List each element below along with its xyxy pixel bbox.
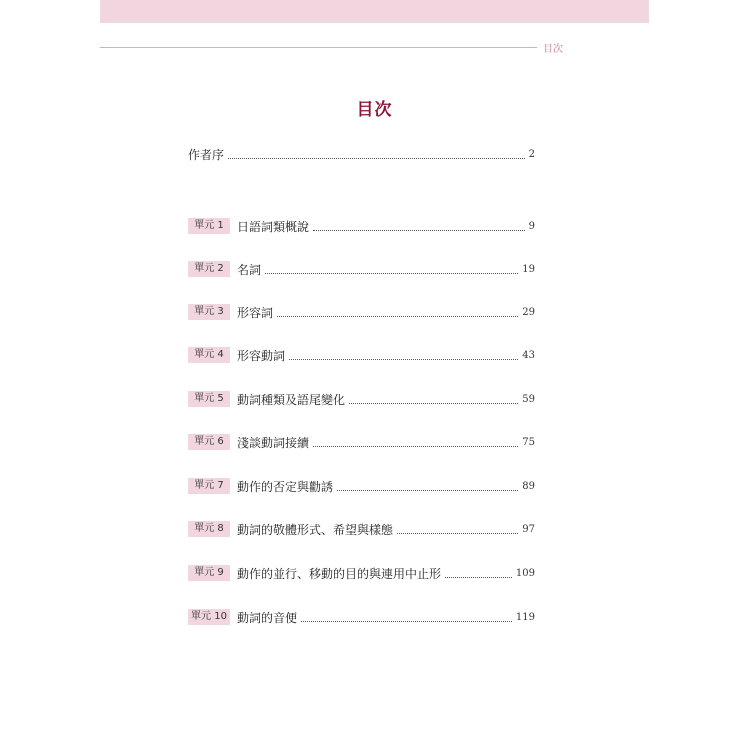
dot-leader [313, 446, 518, 447]
toc-page-number: 59 [522, 393, 535, 405]
running-header-label: 目次 [543, 44, 563, 55]
toc-page-number: 29 [522, 306, 535, 318]
toc-entry-title: 形容動詞 [237, 348, 286, 363]
toc-entry-unit-4[interactable] [188, 345, 535, 365]
toc-entry-title: 動詞的音便 [237, 610, 298, 625]
dot-leader [265, 273, 518, 274]
toc-entry-unit-2[interactable] [188, 259, 535, 279]
unit-badge: 單元 6 [188, 434, 230, 450]
toc-page-number: 19 [522, 263, 535, 275]
toc-page-number: 109 [515, 567, 535, 579]
unit-badge: 單元 2 [188, 261, 230, 277]
toc-entry-title: 動作的並行、移動的目的與連用中止形 [237, 566, 442, 581]
toc-entry-unit-9[interactable] [188, 563, 535, 583]
toc-entry-unit-8[interactable] [188, 519, 535, 539]
unit-badge: 單元 5 [188, 391, 230, 407]
dot-leader [277, 316, 518, 317]
toc-entry-title: 動詞的敬體形式、希望與樣態 [237, 522, 394, 537]
toc-entry-title: 動作的否定與勸誘 [237, 479, 334, 494]
unit-badge: 單元 7 [188, 478, 230, 494]
toc-entry-unit-10[interactable] [188, 607, 535, 627]
toc-page-number: 75 [522, 436, 535, 448]
dot-leader [289, 359, 518, 360]
unit-badge: 單元 4 [188, 347, 230, 363]
toc-page-number: 119 [515, 611, 535, 623]
unit-badge: 單元 9 [188, 565, 230, 581]
toc-entry-unit-7[interactable] [188, 476, 535, 496]
toc-entry-unit-5[interactable] [188, 389, 535, 409]
dot-leader [397, 533, 518, 534]
page-title: 目次 [356, 100, 393, 120]
unit-badge: 單元 3 [188, 304, 230, 320]
toc-page-number: 9 [528, 220, 535, 232]
dot-leader [337, 490, 518, 491]
toc-entry-unit-1[interactable] [188, 216, 535, 236]
unit-badge: 單元 1 [188, 218, 230, 234]
toc-entry-title: 形容詞 [237, 305, 274, 320]
unit-badge: 單元 10 [188, 609, 230, 625]
toc-entry-title: 名詞 [237, 262, 262, 277]
toc-entry-title: 作者序 [188, 147, 225, 162]
dot-leader [313, 230, 525, 231]
toc-entry-title: 動詞種類及語尾變化 [237, 392, 346, 407]
toc-entry-title: 日語詞類概說 [237, 219, 310, 234]
toc-entry-preface[interactable] [188, 144, 535, 164]
toc-page-number: 43 [522, 349, 535, 361]
toc-page-number: 89 [522, 480, 535, 492]
top-color-band [100, 0, 649, 23]
dot-leader [228, 158, 525, 159]
toc-entry-title: 淺談動詞接續 [237, 435, 310, 450]
toc-entry-unit-6[interactable] [188, 432, 535, 452]
toc-entry-unit-3[interactable] [188, 302, 535, 322]
unit-badge: 單元 8 [188, 521, 230, 537]
header-rule [100, 47, 537, 48]
book-page [100, 0, 649, 750]
toc-page-number: 2 [528, 148, 535, 160]
dot-leader [349, 403, 518, 404]
dot-leader [301, 621, 512, 622]
dot-leader [445, 577, 512, 578]
toc-page-number: 97 [522, 523, 535, 535]
